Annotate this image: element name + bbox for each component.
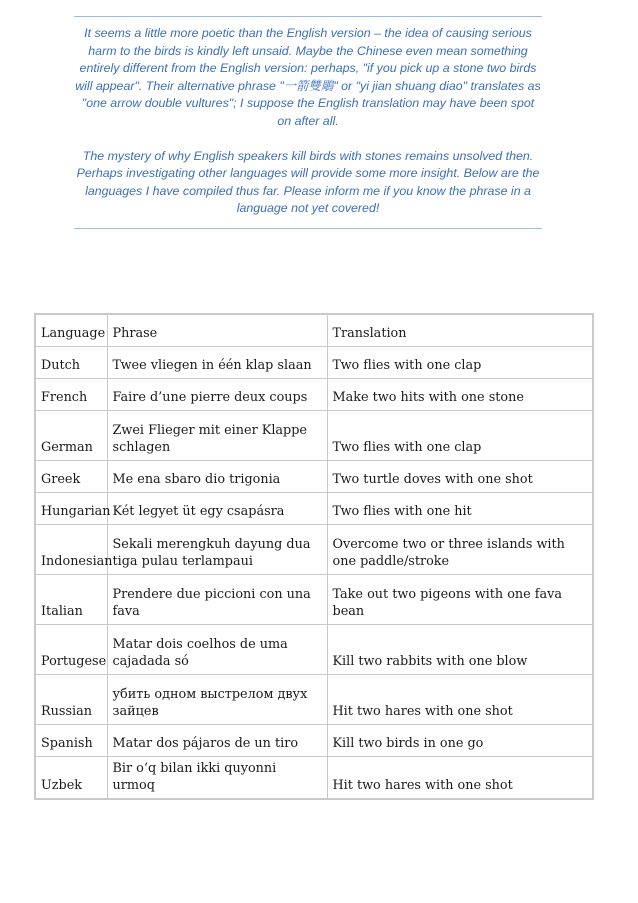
cell-phrase: Prendere due piccioni con una fava <box>107 575 327 625</box>
cell-phrase: Matar dois coelhos de uma cajadada só <box>107 625 327 675</box>
cell-language: French <box>35 379 107 411</box>
header-language: Language <box>35 314 107 347</box>
cell-translation: Kill two rabbits with one blow <box>327 625 593 675</box>
cell-language: Greek <box>35 461 107 493</box>
header-translation: Translation <box>327 314 593 347</box>
cell-language: Dutch <box>35 347 107 379</box>
intro-paragraph-2: The mystery of why English speakers kill birds with stones remains unsolved then. Perhaps investigating other languages will provide some more insight. Below are the languages I have compiled thus far. Please inform me if you know the phrase in a language not yet covered! <box>76 148 540 216</box>
idiom-table <box>34 313 594 800</box>
cell-phrase: Két legyet üt egy csapásra <box>107 493 327 525</box>
cell-phrase: убить одном выстрелом двух зайцев <box>107 675 327 725</box>
cell-translation: Make two hits with one stone <box>327 379 593 411</box>
cell-translation: Overcome two or three islands with one paddle/stroke <box>327 525 593 575</box>
intro-paragraph-1: It seems a little more poetic than the English version – the idea of causing serious harm to the birds is kindly left unsaid. Maybe the Chinese even mean something entirely different from the English version: perhaps, "if you pick up a stone two birds will appear". Their alternative phrase "一箭雙鵰" or "yi jian shuang diao" translates as "one arrow double vultures"; I suppose the English translation may have been spot on after all. <box>75 26 541 128</box>
cell-language: Spanish <box>35 725 107 757</box>
table-row <box>35 757 593 800</box>
intro-quote-block <box>74 16 542 229</box>
cell-phrase: Bir o‘q bilan ikki quyonni urmoq <box>107 757 327 800</box>
cell-language: German <box>35 411 107 461</box>
table-row <box>35 379 593 411</box>
cell-language: Russian <box>35 675 107 725</box>
table-row <box>35 575 593 625</box>
cell-language: Indonesian <box>35 525 107 575</box>
cell-phrase: Faire d’une pierre deux coups <box>107 379 327 411</box>
table-row <box>35 347 593 379</box>
table-row <box>35 625 593 675</box>
cell-translation: Two turtle doves with one shot <box>327 461 593 493</box>
cell-translation: Kill two birds in one go <box>327 725 593 757</box>
cell-language: Italian <box>35 575 107 625</box>
cell-language: Portugese <box>35 625 107 675</box>
header-phrase: Phrase <box>107 314 327 347</box>
cell-translation: Two flies with one clap <box>327 411 593 461</box>
table-row <box>35 461 593 493</box>
cell-language: Uzbek <box>35 757 107 800</box>
table-row <box>35 675 593 725</box>
cell-phrase: Twee vliegen in één klap slaan <box>107 347 327 379</box>
cell-translation: Hit two hares with one shot <box>327 757 593 800</box>
cell-translation: Two flies with one clap <box>327 347 593 379</box>
cell-translation: Hit two hares with one shot <box>327 675 593 725</box>
cell-language: Hungarian <box>35 493 107 525</box>
cell-phrase: Sekali merengkuh dayung dua tiga pulau terlampaui <box>107 525 327 575</box>
table-row <box>35 493 593 525</box>
cell-translation: Two flies with one hit <box>327 493 593 525</box>
table-row <box>35 725 593 757</box>
cell-phrase: Matar dos pájaros de un tiro <box>107 725 327 757</box>
cell-phrase: Zwei Flieger mit einer Klappe schlagen <box>107 411 327 461</box>
table-header-row <box>35 314 593 347</box>
cell-translation: Take out two pigeons with one fava bean <box>327 575 593 625</box>
table-row <box>35 525 593 575</box>
cell-phrase: Me ena sbaro dio trigonia <box>107 461 327 493</box>
table-row <box>35 411 593 461</box>
